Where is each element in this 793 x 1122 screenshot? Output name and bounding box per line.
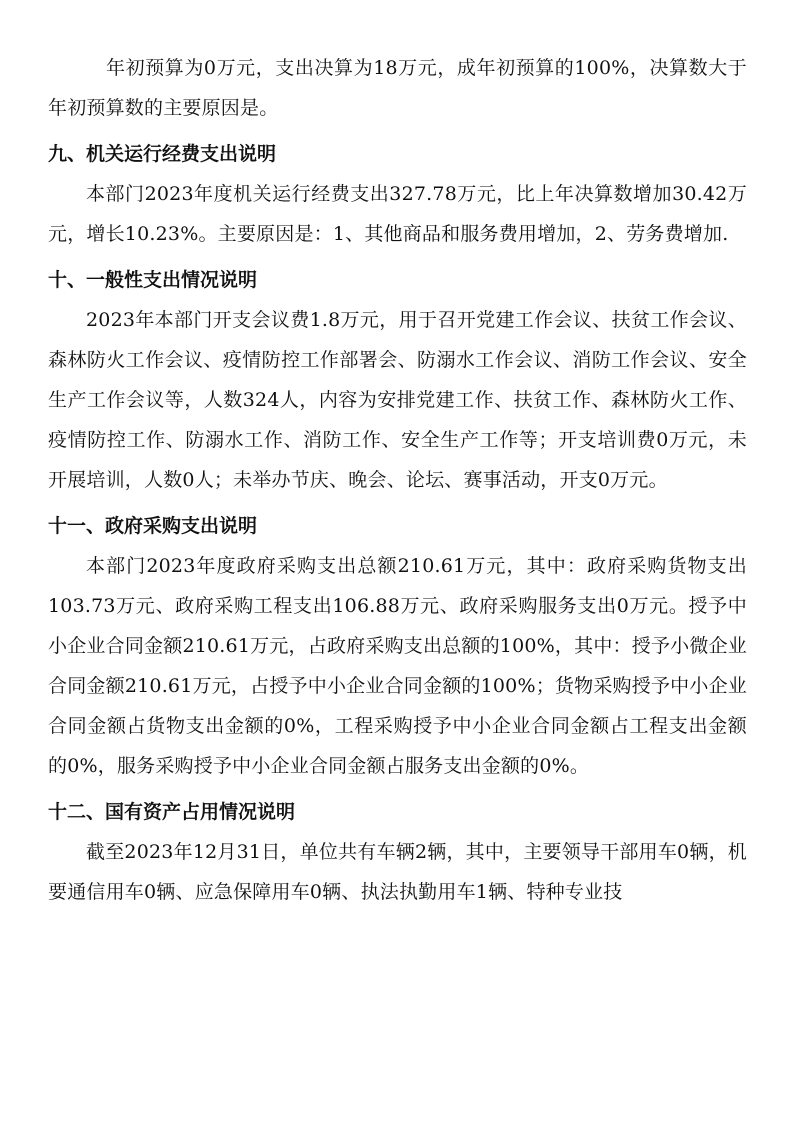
- section-9-paragraph: 本部门2023年度机关运行经费支出327.78万元，比上年决算数增加30.42万元，增长10.23%。主要原因是：1、其他商品和服务费用增加，2、劳务费增加.: [48, 183, 747, 245]
- section-heading-12: 十二、国有资产占用情况说明: [48, 801, 296, 823]
- section-12-paragraph: 截至2023年12月31日，单位共有车辆2辆，其中，主要领导干部用车0辆，机要通信用车0辆、应急保障用车0辆、执法执勤用车1辆、特种专业技: [48, 841, 747, 903]
- section-heading-10: 十、一般性支出情况说明: [48, 269, 258, 291]
- section-11-paragraph: 本部门2023年度政府采购支出总额210.61万元，其中：政府采购货物支出103.73万元、政府采购工程支出106.88万元、政府采购服务支出0万元。授予中小企业合同金额210.61万元，占政府采购支出总额的100%，其中：授予小微企业合同金额210.61万元，占授予中小企业合同金额的100%；货物采购授予中小企业合同金额占货物支出金额的0%，工程采购授予中小企业合同金额占工程支出金额的0%，服务采购授予中小企业合同金额占服务支出金额的0%。: [48, 555, 747, 777]
- section-10-paragraph: 2023年本部门开支会议费1.8万元，用于召开党建工作会议、扶贫工作会议、森林防火工作会议、疫情防控工作部署会、防溺水工作会议、消防工作会议、安全生产工作会议等，人数324人，内容为安排党建工作、扶贫工作、森林防火工作、疫情防控工作、防溺水工作、消防工作、安全生产工作等；开支培训费0万元，未开展培训，人数0人；未举办节庆、晚会、论坛、赛事活动，开支0万元。: [48, 309, 747, 491]
- section-heading-11: 十一、政府采购支出说明: [48, 515, 258, 537]
- section-heading-9: 九、机关运行经费支出说明: [48, 143, 277, 165]
- intro-paragraph: 年初预算为0万元，支出决算为18万元，成年初预算的100%，决算数大于年初预算数的主要原因是。: [48, 57, 747, 119]
